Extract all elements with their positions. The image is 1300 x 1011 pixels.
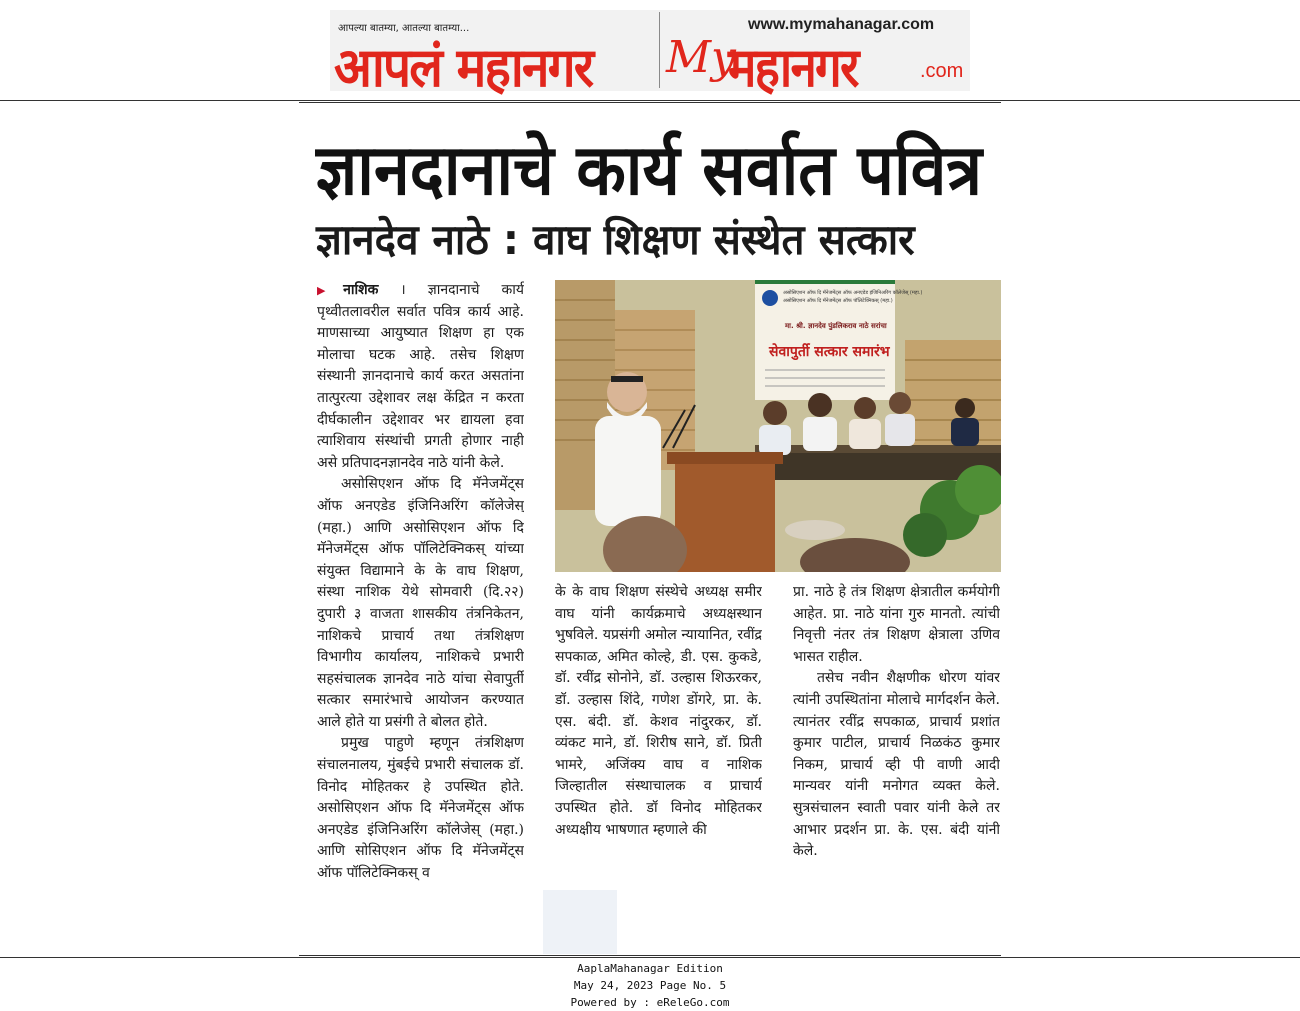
article-subheadline: ज्ञानदेव नाठे : वाघ शिक्षण संस्थेत सत्कार	[316, 215, 915, 264]
article-paragraph: के के वाघ शिक्षण संस्थेचे अध्यक्ष समीर वाघ यांनी कार्यक्रमाचे अध्यक्षस्थान भुषविले. यप्रसंगी अमोल न्यायानित, रवींद्र सपकाळ, अमित कोल्हे, डी. एस. कुकडे, डॉ. रवींद्र सोनोने, डॉ. उल्हास शिऊरकर, डॉ. उल्हास शिंदे, गणेश डोंगरे, प्रा. के. एस. बंदी. डॉ. केशव नांदुरकर, डॉ. व्यंकट माने, डॉ. शिरीष साने, डॉ. प्रिती भामरे, अजिंक्य वाघ व नाशिक जिल्हातील संस्थाचालक व प्राचार्य उपस्थित होते. डॉ विनोद मोहितकर अध्यक्षीय भाषणात म्हणाले की	[555, 584, 762, 838]
bottom-rule-inner	[299, 955, 1001, 956]
masthead-title-left: आपलं महानगर	[334, 36, 593, 99]
footer-date-page: May 24, 2023 Page No. 5	[573, 979, 727, 992]
top-rule-inner	[299, 102, 1001, 103]
article-column-2	[555, 582, 762, 878]
masthead-logo	[330, 10, 970, 99]
article-paragraph: प्रा. नाठे हे तंत्र शिक्षण क्षेत्रातील कर्मयोगी आहेत. प्रा. नाठे यांना गुरु मानतो. त्यांची निवृत्ती नंतर तंत्र शिक्षण क्षेत्राला उणिव भासत राहील.	[793, 584, 1000, 665]
banner-line-2: असोसिएशन ऑफ दि मॅनेजमेंट्स ऑफ पॉलिटेक्निकस् (महा.)	[783, 298, 893, 304]
dateline-arrow-icon: ▶	[317, 284, 344, 297]
article-photo	[555, 280, 1001, 572]
article-paragraph	[317, 280, 524, 474]
footer-powered-by[interactable]: Powered by : eReleGo.com	[570, 996, 730, 1009]
article-column-3	[793, 582, 1000, 878]
dateline: नाशिक	[343, 282, 379, 298]
masthead-my: My	[666, 32, 736, 83]
article-paragraph: प्रमुख पाहुणे म्हणून तंत्रशिक्षण संचालनालय, मुंबईचे प्रभारी संचालक डॉ. विनोद मोहितकर हे उपस्थित होते. असोसिएशन ऑफ दि मॅनेजमेंट्स ऑफ अनएडेड इंजिनिअरिंग कॉलेजेस् (महा.) आणि सोसिएशन ऑफ दि मॅनेजमेंट्स ऑफ पॉलिटेक्निकस् व	[317, 735, 524, 882]
event-photo-illustration	[555, 280, 1001, 572]
masthead-url: www.mymahanagar.com	[748, 16, 935, 33]
top-rule	[0, 100, 1300, 101]
paragraph-text: । ज्ञानदानाचे कार्य पृथ्वीतलावरील सर्वात पवित्र कार्य आहे. माणसाच्या आयुष्यात शिक्षण हा एक मोलाचा घटक आहे. तसेच शिक्षण संस्थानी ज्ञानदानाचे कार्य करत असतांना तात्पुरत्या उद्देशावर लक्ष केंद्रित न करता दीर्घकालीन उद्देशावर भर द्यायला हवा त्याशिवाय संस्थांची प्रगती होणार नाही असे प्रतिपादनज्ञानदेव नाठे यांनी केले.	[317, 282, 524, 471]
banner-line-1: असोसिएशन ऑफ दि मॅनेजमेंट्स ऑफ अनएडेड इंजिनिअरिंग कॉलेजेस् (महा.)	[783, 290, 923, 296]
article-paragraph: तसेच नवीन शैक्षणीक धोरण यांवर त्यांनी उपस्थितांना मोलाचे मार्गदर्शन केले. त्यानंतर रवींद्र सपकाळ, प्राचार्य प्रशांत कुमार पाटील, प्राचार्य निळकंठ कुमार निकम, प्राचार्य व्ही पी वाणी आदी मान्यवर यांनी मनोगत व्यक्त केले. सुत्रसंचालन स्वाती पवार यांनी केले तर आभार प्रदर्शन प्रा. के. एस. बंदी यांनी केले.	[793, 670, 1000, 860]
masthead-title-right: महानगर	[728, 36, 858, 99]
masthead-tagline: आपल्या बातम्या, आतल्या बातम्या...	[338, 23, 470, 34]
article-paragraph: असोसिएशन ऑफ दि मॅनेजमेंट्स ऑफ अनएडेड इंजिनिअरिंग कॉलेजेस् (महा.) आणि असोसिएशन ऑफ दि मॅनेजमेंट्स ऑफ पॉलिटेक्निकस् यांच्या संयुक्त विद्यामाने के के वाघ शिक्षण, संस्था नाशिक येथे सोमवारी (दि.२२) दुपारी ३ वाजता शासकीय तंत्रनिकेतन, नाशिकचे प्राचार्य तथा तंत्रशिक्षण विभागीय कार्यालय, नाशिकचे प्रभारी सहसंचालक ज्ञानदेव नाठे यांचा सेवापुर्ती सत्कार समारंभाचे आयोजन करण्यात आले होते या प्रसंगी ते बोलत होते.	[317, 476, 524, 730]
article-headline: ज्ञानदानाचे कार्य सर्वात पवित्र	[316, 129, 982, 211]
masthead-com: .com	[920, 60, 964, 82]
footer-edition: AaplaMahanagar Edition	[577, 962, 723, 975]
masthead-divider	[659, 12, 660, 88]
banner-name: मा. श्री. ज्ञानदेव पुंडलिकराव नाठे सरांचा	[785, 322, 887, 330]
bottom-rule	[0, 957, 1300, 958]
article-column-1	[317, 280, 524, 952]
banner-title: सेवापुर्ती सत्कार समारंभ	[769, 344, 890, 360]
ad-placeholder	[543, 890, 617, 954]
page-footer	[0, 960, 1300, 1011]
